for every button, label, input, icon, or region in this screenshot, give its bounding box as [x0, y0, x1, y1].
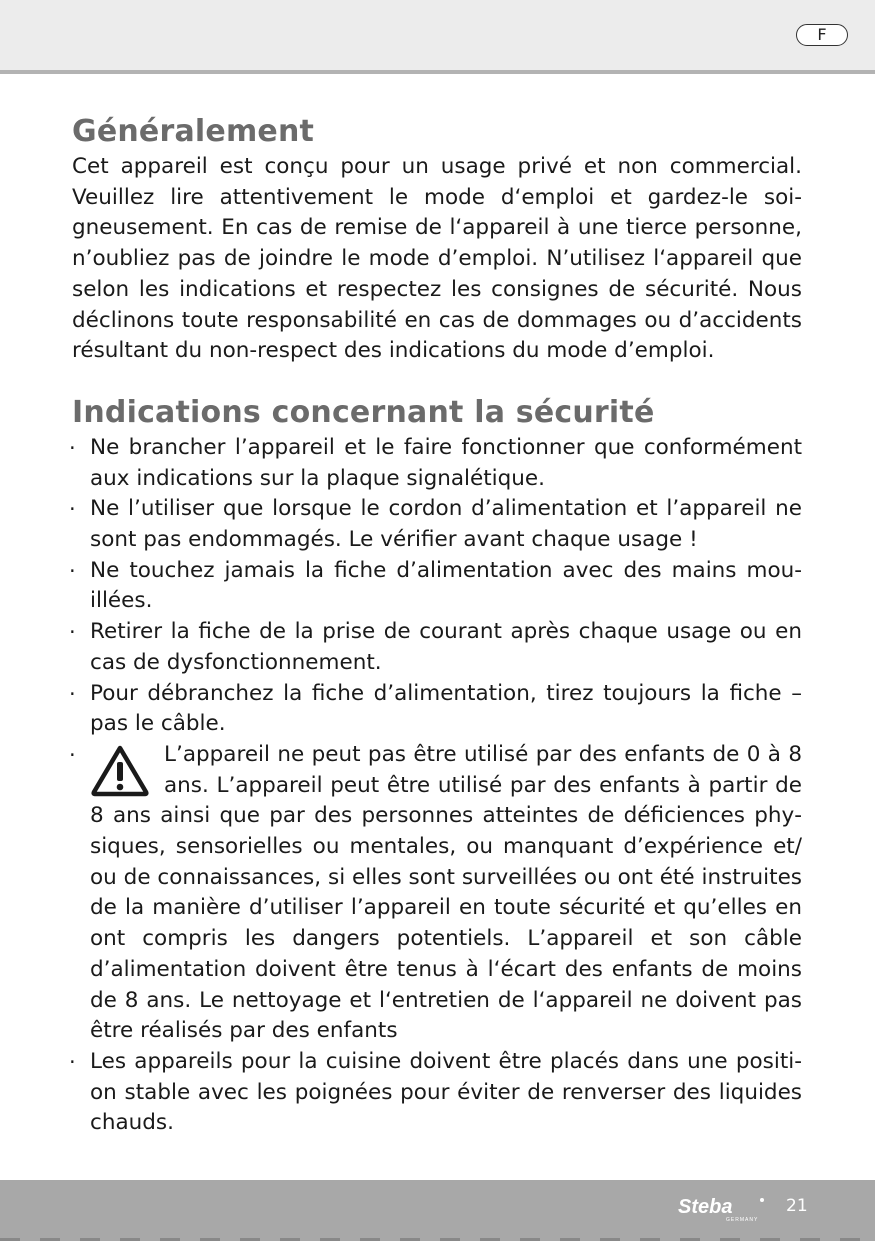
list-item-warning [69, 740, 802, 1047]
list-item [69, 1047, 802, 1139]
bullet: · [69, 1049, 76, 1074]
steba-logo [676, 1194, 768, 1224]
list-item-text: Retirer la fiche de la prise de courant après chaque usage ou en cas de dysfonctionnement. [90, 619, 802, 675]
bullet: · [69, 558, 76, 583]
list-item [69, 433, 802, 494]
bullet: · [69, 742, 76, 767]
page-content [69, 112, 802, 1139]
brand-name: Steba [678, 1196, 733, 1218]
safety-list [69, 433, 802, 1139]
list-item-text: Les appareils pour la cuisine doivent être placés dans une position stable avec les poignées pour éviter de renverser des liquides chauds. [90, 1048, 802, 1136]
bullet: · [69, 681, 76, 706]
brand-sub: GERMANY [726, 1217, 759, 1223]
list-item [69, 494, 802, 555]
general-paragraph: Cet appareil est conçu pour un usage privé et non commercial. Veuillez lire attentivement le mode d‘emploi et gardez-le soigneusement. En cas de remise de l‘appareil à une tierce personne, n’oubliez pas de joindre le mode d’emploi. N’utilisez l‘appareil que selon les indications et respectez les consignes de sécurité. Nous déclinons toute responsabilité en cas de dommages ou d’accidents résultant du non-respect des indications du mode d’emploi. [72, 154, 802, 364]
bullet: · [69, 435, 76, 460]
header-band [0, 0, 875, 74]
page-number: 21 [786, 1196, 808, 1216]
bullet: · [69, 497, 76, 522]
list-item-text: L’appareil ne peut pas être utilisé par des enfants de 0 à 8 ans. L’appareil peut être utilisé par des enfants à partir de 8 ans ainsi que par des personnes atteintes de déficiences physiques, sensorielles ou mentales, ou manquant d’expérience et/ ou de connaissances, si elles sont surveillées ou ont été instruites de la manière d’utiliser l’appareil en toute sécurité et qu’elles en ont compris les dangers potentiels. L’appareil et son câble d’alimentation doivent être tenus à l‘écart des enfants de moins de 8 ans. Le nettoyage et l‘entretien de l‘appareil ne doivent pas être réalisés par des enfants [90, 741, 802, 1044]
list-item-text: Ne brancher l’appareil et le faire fonctionner que conformément aux indications sur la plaque signalétique. [90, 434, 802, 491]
list-item [69, 556, 802, 617]
list-item [69, 617, 802, 678]
list-item-text: Ne touchez jamais la fiche d’alimentation avec des mains mouillées. [90, 557, 802, 614]
section-title-safety: Indications concernant la sécurité [72, 394, 655, 430]
list-item [69, 679, 802, 740]
language-badge: F [796, 24, 848, 46]
bullet: · [69, 620, 76, 645]
warning-triangle-icon [90, 744, 150, 798]
list-item-text: Ne l’utiliser que lorsque le cordon d’alimentation et l’appareil ne sont pas endommagés. Le vérifier avant chaque usage ! [90, 496, 802, 553]
list-item-text: Pour débranchez la fiche d’alimentation, tirez toujours la fiche – pas le câble. [90, 680, 802, 737]
section-title-general: Généralement [72, 114, 315, 149]
